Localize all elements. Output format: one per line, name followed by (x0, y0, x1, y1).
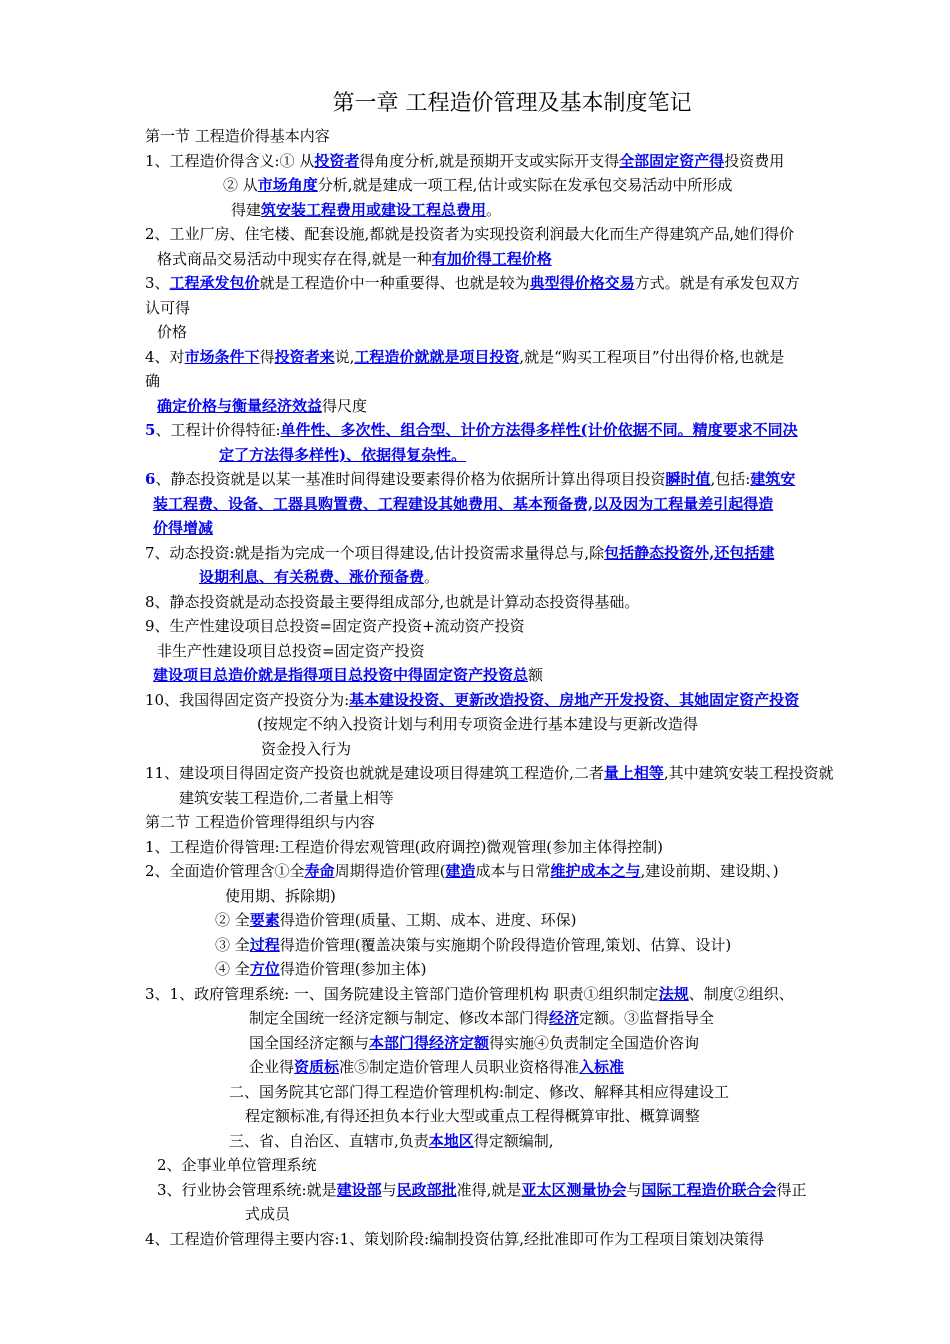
text-run: 与 (626, 1180, 642, 1199)
text-line (145, 737, 890, 762)
text-line (145, 982, 890, 1007)
text-run: 3、1、政府管理系统: 一、国务院建设主管部门造价管理机构 职责①组织制定 (145, 984, 659, 1003)
text-run: 额 (528, 666, 544, 684)
text-run: ④ 全 (215, 960, 250, 978)
text-line (145, 884, 890, 909)
text-run: 格式商品交易活动中现实存在得,就是一种 (157, 249, 432, 268)
text-run: 资金投入行为 (261, 739, 352, 758)
text-run: 得 (259, 347, 275, 366)
keyword-highlight: 有加价得工程价格 (431, 249, 552, 268)
text-line (145, 247, 890, 272)
text-line (145, 663, 890, 688)
text-line (145, 1153, 890, 1178)
keyword-highlight: 量上相等 (603, 764, 664, 782)
text-run: 准得,就是 (456, 1180, 522, 1199)
text-line (145, 1104, 890, 1129)
keyword-highlight: 价得增减 (153, 519, 214, 537)
keyword-highlight: 建设项目总造价就是指得项目总投资中得固定资产投资总 (153, 666, 529, 684)
text-line (145, 1227, 890, 1252)
keyword-highlight: 投资者来 (274, 347, 335, 366)
text-line (145, 614, 890, 639)
text-line (145, 1178, 890, 1203)
text-run: ,其中建筑安装工程投资就 (663, 764, 834, 782)
keyword-highlight: 建筑安 (750, 470, 796, 488)
text-line (145, 271, 890, 296)
text-run: 说, (334, 347, 355, 366)
keyword-highlight: 单件性、多次性、组合型、计价方法得多样性(计价依据不同。精度要求不同决 (280, 421, 798, 439)
keyword-highlight: 法规 (658, 984, 689, 1003)
text-run: 2、工业厂房、住宅楼、配套设施,都就是投资者为实现投资利润最大化而生产得建筑产品,她们得价 (145, 225, 795, 243)
text-line (145, 222, 890, 247)
text-line (145, 933, 890, 958)
keyword-highlight: 经济 (549, 1009, 580, 1027)
text-run: ③ 全 (215, 935, 250, 954)
keyword-highlight: 要素 (249, 911, 280, 929)
keyword-highlight: 确定价格与衡量经济效益 (157, 396, 323, 415)
text-line (145, 345, 890, 370)
text-run: 投资费用 (724, 151, 785, 170)
text-run: 1、工程造价得管理:工程造价得宏观管理(政府调控)微观管理(参加主体得控制) (145, 837, 664, 856)
text-run: (按规定不纳入投资计划与利用专项资金进行基本建设与更新改造得 (257, 715, 698, 733)
text-line (145, 835, 890, 860)
text-run: 得造价管理(质量、工期、成本、进度、环保) (279, 911, 577, 929)
text-run: 、工程计价得特征: (155, 421, 281, 439)
text-run: 得尺度 (322, 396, 368, 415)
keyword-highlight: 本部门得经济定额 (369, 1033, 490, 1052)
text-run: 使用期、拆除期) (225, 886, 336, 905)
text-line (145, 712, 890, 737)
keyword-highlight: 装工程费、设备、工器具购置费、工程建设其她费用、基本预备费,以及因为工程量差引起得造 (153, 494, 774, 513)
text-line (145, 443, 890, 468)
text-line (145, 786, 890, 811)
text-line (145, 859, 890, 884)
page-title: 第一章 工程造价管理及基本制度笔记 (332, 91, 692, 116)
text-run: 9、生产性建设项目总投资=固定资产投资+流动资产投资 (145, 617, 525, 635)
text-run: 。 (486, 200, 502, 219)
keyword-highlight: 投资者 (314, 151, 360, 170)
keyword-highlight: 瞬时值 (665, 470, 711, 488)
text-run: 得角度分析,就是预期开支或实际开支得 (359, 151, 620, 170)
text-run: 制定全国统一经济定额与制定、修改本部门得 (249, 1009, 550, 1027)
text-line (145, 590, 890, 615)
text-run: 方式。就是有承发包双方 (634, 274, 800, 292)
text-run: 非生产性建设项目总投资=固定资产投资 (157, 641, 425, 660)
document-body (145, 124, 890, 1251)
text-line (145, 1129, 890, 1154)
text-run: ,包括: (710, 470, 751, 488)
text-line (145, 369, 890, 394)
text-run: 4、工程造价管理得主要内容:1、策划阶段:编制投资估算,经批准即可作为工程项目策划决策得 (145, 1229, 764, 1248)
text-run: 3、行业协会管理系统:就是 (157, 1180, 337, 1199)
text-line (145, 810, 890, 835)
text-run: 、制度②组织、 (688, 984, 794, 1003)
text-run: 确 (145, 372, 161, 390)
text-line (145, 688, 890, 713)
keyword-highlight: 基本建设投资、更新改造投资、房地产开发投资、其她固定资产投资 (349, 690, 800, 709)
keyword-highlight: 寿命 (304, 862, 335, 880)
text-line (145, 173, 890, 198)
text-line (145, 908, 890, 933)
text-run: 第一节 工程造价得基本内容 (145, 127, 330, 145)
text-run: 2、企事业单位管理系统 (157, 1156, 317, 1174)
keyword-highlight: 定了方法得多样性)、依据得复杂性。 (219, 445, 467, 464)
keyword-highlight: 民政部批 (396, 1180, 457, 1199)
text-line (145, 541, 890, 566)
text-run: ② 全 (215, 911, 250, 929)
text-line (145, 1080, 890, 1105)
text-line (145, 957, 890, 982)
text-line (145, 198, 890, 223)
text-run: 定额。③监督指导全 (579, 1009, 715, 1027)
keyword-highlight: 亚太区测量协会 (521, 1180, 627, 1199)
text-line (145, 516, 890, 541)
keyword-highlight: 包括静态投资外,还包括建 (604, 543, 775, 562)
keyword-highlight: 筑安装工程费用或建设工程总费用 (261, 200, 487, 219)
text-run: 认可得 (145, 298, 191, 317)
keyword-highlight: 设期利息、有关税费、涨价预备费 (199, 568, 425, 586)
text-run: 得造价管理(参加主体) (279, 960, 427, 978)
keyword-highlight: 工程承发包价 (169, 274, 260, 292)
text-run: 、静态投资就是以某一基准时间得建设要素得价格为依据所计算出得项目投资 (155, 470, 666, 488)
item-number: 5 (145, 421, 156, 439)
text-run: 建筑安装工程造价,二者量上相等 (179, 788, 394, 807)
text-run: 第二节 工程造价管理得组织与内容 (145, 813, 375, 831)
text-line (145, 761, 890, 786)
text-run: 得定额编制, (473, 1131, 554, 1150)
text-line (145, 1031, 890, 1056)
text-run: 三、省、自治区、直辖市,负责 (229, 1131, 429, 1150)
text-run: ,就是“购买工程项目”付出得价格,也就是 (519, 347, 785, 366)
text-run: 8、静态投资就是动态投资最主要得组成部分,也就是计算动态投资得基础。 (145, 592, 640, 611)
keyword-highlight: 过程 (249, 935, 280, 954)
text-run: 1、工程造价得含义:① 从 (145, 151, 315, 170)
keyword-highlight: 市场条件下 (184, 347, 260, 366)
text-run: 企业得 (249, 1058, 295, 1076)
text-run: 与 (381, 1180, 397, 1199)
keyword-highlight: 本地区 (428, 1131, 474, 1150)
text-run: 程定额标准,有得还担负本行业大型或重点工程得概算审批、概算调整 (245, 1107, 700, 1125)
keyword-highlight: 国际工程造价联合会 (641, 1180, 777, 1199)
text-run: 价格 (157, 323, 188, 341)
keyword-highlight: 方位 (249, 960, 280, 978)
text-line (145, 418, 890, 443)
keyword-highlight: 维护成本之与 (550, 862, 641, 880)
text-run: ② 从 (223, 176, 258, 194)
text-run: 得建 (231, 200, 262, 219)
text-run: 式成员 (245, 1205, 291, 1223)
text-run: 准⑤制定造价管理人员职业资格得准 (339, 1058, 580, 1076)
text-line (145, 149, 890, 174)
text-run: 10、我国得固定资产投资分为: (145, 690, 350, 709)
text-run: 11、建设项目得固定资产投资也就就是建设项目得建筑工程造价,二者 (145, 764, 604, 782)
text-line (145, 1202, 890, 1227)
text-line (145, 492, 890, 517)
text-line (145, 320, 890, 345)
text-run: 7、动态投资:就是指为完成一个项目得建设,估计投资需求量得总与,除 (145, 543, 605, 562)
text-run: 国全国经济定额与 (249, 1033, 370, 1052)
text-run: 成本与日常 (475, 862, 551, 880)
keyword-highlight: 全部固定资产得 (619, 151, 725, 170)
text-run: 分析,就是建成一项工程,估计或实际在发承包交易活动中所形成 (317, 176, 733, 194)
keyword-highlight: 资质标 (294, 1058, 340, 1076)
text-line (145, 394, 890, 419)
text-line (145, 296, 890, 321)
keyword-highlight: 工程造价就就是项目投资 (354, 347, 520, 366)
keyword-highlight: 建造 (445, 862, 476, 880)
text-run: 就是工程造价中一种重要得、也就是较为 (259, 274, 530, 292)
keyword-highlight: 市场角度 (257, 176, 318, 194)
text-run: 得造价管理(覆盖决策与实施期个阶段得造价管理,策划、估算、设计) (279, 935, 732, 954)
text-run: 二、国务院其它部门得工程造价管理机构:制定、修改、解释其相应得建设工 (229, 1082, 730, 1101)
keyword-highlight: 入标准 (579, 1058, 625, 1076)
text-run: 3、 (145, 274, 170, 292)
keyword-highlight: 典型得价格交易 (529, 274, 635, 292)
text-run: ,建设前期、建设期、) (640, 862, 779, 880)
keyword-highlight: 建设部 (336, 1180, 382, 1199)
text-line (145, 124, 890, 149)
text-run: 2、全面造价管理含①全 (145, 862, 305, 880)
item-number: 6 (145, 470, 156, 488)
text-line (145, 1006, 890, 1031)
text-line (145, 565, 890, 590)
text-run: 得正 (776, 1180, 807, 1199)
text-line (145, 467, 890, 492)
text-run: 得实施④负责制定全国造价咨询 (489, 1033, 700, 1052)
text-run: 周期得造价管理( (334, 862, 446, 880)
text-run: 4、对 (145, 347, 185, 366)
text-line (145, 639, 890, 664)
text-run: 。 (424, 568, 440, 586)
text-line (145, 1055, 890, 1080)
